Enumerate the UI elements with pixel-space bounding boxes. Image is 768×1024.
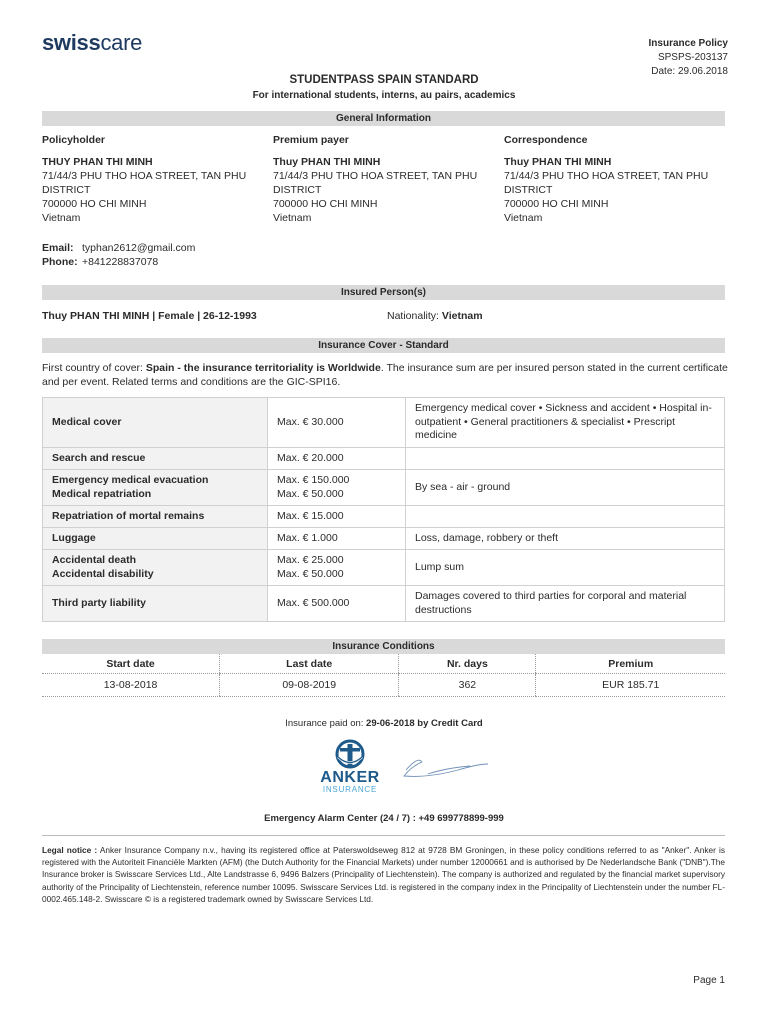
cover-amount: Max. € 150.000 Max. € 50.000 [268, 470, 406, 506]
legal-label: Legal notice : [42, 845, 98, 855]
policy-number: SPSPS-203137 [657, 52, 728, 63]
table-row [43, 506, 725, 528]
cover-description [406, 448, 725, 470]
cover-description: Loss, damage, robbery or theft [406, 528, 725, 550]
section-insured-persons: Insured Person(s) [42, 285, 725, 300]
premium-payer-heading: Premium payer [273, 134, 349, 146]
cover-label: Luggage [43, 528, 268, 550]
address-line: DISTRICT [42, 184, 91, 196]
policyholder-heading: Policyholder [42, 134, 106, 146]
swisscare-logo: swisscare [42, 30, 143, 55]
policyholder-name: THUY PHAN THI MINH [42, 156, 153, 168]
cover-label: Search and rescue [43, 448, 268, 470]
cover-amount: Max. € 20.000 [268, 448, 406, 470]
cover-amount: Max. € 500.000 [268, 586, 406, 622]
premium-payer-name: Thuy PHAN THI MINH [273, 156, 381, 168]
cover-description: Emergency medical cover • Sickness and accident • Hospital in-outpatient • General practitioners & specialist • Prescript medicine [406, 398, 725, 448]
address-country: Vietnam [42, 212, 81, 224]
premium-value: EUR 185.71 [536, 674, 725, 697]
cover-intro [42, 361, 732, 389]
payment-info [0, 718, 768, 729]
anker-name: ANKER [320, 769, 380, 786]
col-premium: Premium [536, 654, 725, 674]
section-insurance-cover: Insurance Cover - Standard [42, 338, 725, 353]
address-line: DISTRICT [273, 184, 322, 196]
page-number: Page 1 [693, 975, 725, 986]
section-general-information: General Information [42, 111, 725, 126]
doc-type: Insurance Policy [648, 38, 728, 49]
cover-description: Lump sum [406, 550, 725, 586]
table-row [43, 550, 725, 586]
col-nr-days: Nr. days [399, 654, 536, 674]
cover-label: Repatriation of mortal remains [43, 506, 268, 528]
table-row [43, 448, 725, 470]
policy-date: Date: 29.06.2018 [651, 66, 728, 77]
cover-amount: Max. € 30.000 [268, 398, 406, 448]
correspondence-name: Thuy PHAN THI MINH [504, 156, 612, 168]
intro-territory: Spain - the insurance territoriality is Worldwide [145, 362, 381, 374]
address-line: DISTRICT [504, 184, 553, 196]
address-line: 71/44/3 PHU THO HOA STREET, TAN PHU [273, 170, 478, 182]
conditions-table [42, 654, 725, 697]
table-row [43, 528, 725, 550]
table-row [42, 674, 725, 697]
nr-days-value: 362 [399, 674, 536, 697]
table-header-row [42, 654, 725, 674]
nationality-value: Vietnam [441, 310, 483, 322]
correspondence-heading: Correspondence [504, 134, 588, 146]
page-title: STUDENTPASS SPAIN STANDARD [289, 74, 479, 86]
start-date-value: 13-08-2018 [42, 674, 220, 697]
address-country: Vietnam [273, 212, 312, 224]
legal-notice [42, 844, 725, 905]
email-label: Email: [42, 242, 74, 254]
address-line: 71/44/3 PHU THO HOA STREET, TAN PHU [42, 170, 247, 182]
section-insurance-conditions: Insurance Conditions [42, 639, 725, 654]
cover-amount: Max. € 25.000 Max. € 50.000 [268, 550, 406, 586]
col-start-date: Start date [42, 654, 220, 674]
intro-prefix: First country of cover: [42, 362, 146, 374]
table-row [43, 398, 725, 448]
table-row [43, 586, 725, 622]
intro-rest: . The insurance sum are per insured person stated in the current certificate and per event. Related terms and conditions are the GIC-SPI16. [42, 362, 728, 388]
cover-label: Emergency medical evacuation Medical repatriation [43, 470, 268, 506]
cover-description [406, 506, 725, 528]
emergency-alarm-center: Emergency Alarm Center (24 / 7) : +49 699778899-999 [264, 813, 504, 824]
divider [42, 835, 725, 836]
address-country: Vietnam [504, 212, 543, 224]
phone-label: Phone: [42, 256, 78, 268]
cover-amount: Max. € 15.000 [268, 506, 406, 528]
nationality-label: Nationality: [387, 310, 439, 322]
cover-label: Third party liability [43, 586, 268, 622]
cover-amount: Max. € 1.000 [268, 528, 406, 550]
col-last-date: Last date [220, 654, 399, 674]
address-line: 71/44/3 PHU THO HOA STREET, TAN PHU [504, 170, 709, 182]
anker-insurance-logo [314, 738, 386, 796]
payment-label: Insurance paid on: [285, 718, 367, 729]
cover-description: By sea - air - ground [406, 470, 725, 506]
contact-details [42, 241, 195, 269]
correspondence-block [504, 133, 732, 225]
table-row [43, 470, 725, 506]
legal-text: Anker Insurance Company n.v., having its registered office at Paterswoldseweg 812 at 9728 BM Groningen, in these policy conditions referred to as "Anker". Anker is registered with the Autoriteit Financiële Markten (AFM) (the Dutch Authority for the Financial Markets) under number 12000661 and is authorised by De Nederlandsche Bank ("DNB").The Insurance broker is Swisscare Services Ltd., Alte Landstrasse 6, 9496 Balzers (Principality of Liechtenstein). The company is authorized and regulated by the financial market supervisory authority of the Principality of Liechtenstein, reference number 10095. Swisscare Services Ltd. is registered in the company index in the Principality of Liechtenstein under the number FL-0002.465.148-2. Swisscare © is a registered trademark owned by Swisscare Services Ltd. [42, 845, 725, 904]
email-value: typhan2612@gmail.com [82, 242, 196, 254]
payment-value: 29-06-2018 by Credit Card [366, 718, 483, 729]
phone-value: +841228837078 [82, 256, 159, 268]
cover-label: Medical cover [43, 398, 268, 448]
signature-icon [398, 752, 490, 786]
address-line: 700000 HO CHI MINH [42, 198, 147, 210]
address-line: 700000 HO CHI MINH [504, 198, 609, 210]
policy-header [649, 37, 728, 79]
premium-payer-block [273, 133, 501, 225]
anker-sub: INSURANCE [322, 785, 378, 794]
last-date-value: 09-08-2019 [220, 674, 399, 697]
cover-table [42, 397, 725, 622]
insured-person-summary: Thuy PHAN THI MINH | Female | 26-12-1993 [42, 310, 257, 322]
address-line: 700000 HO CHI MINH [273, 198, 378, 210]
cover-description: Damages covered to third parties for corporal and material destructions [406, 586, 725, 622]
cover-label: Accidental death Accidental disability [43, 550, 268, 586]
policyholder-block [42, 133, 270, 225]
page-subtitle: For international students, interns, au pairs, academics [252, 90, 516, 101]
insured-nationality [387, 310, 483, 322]
